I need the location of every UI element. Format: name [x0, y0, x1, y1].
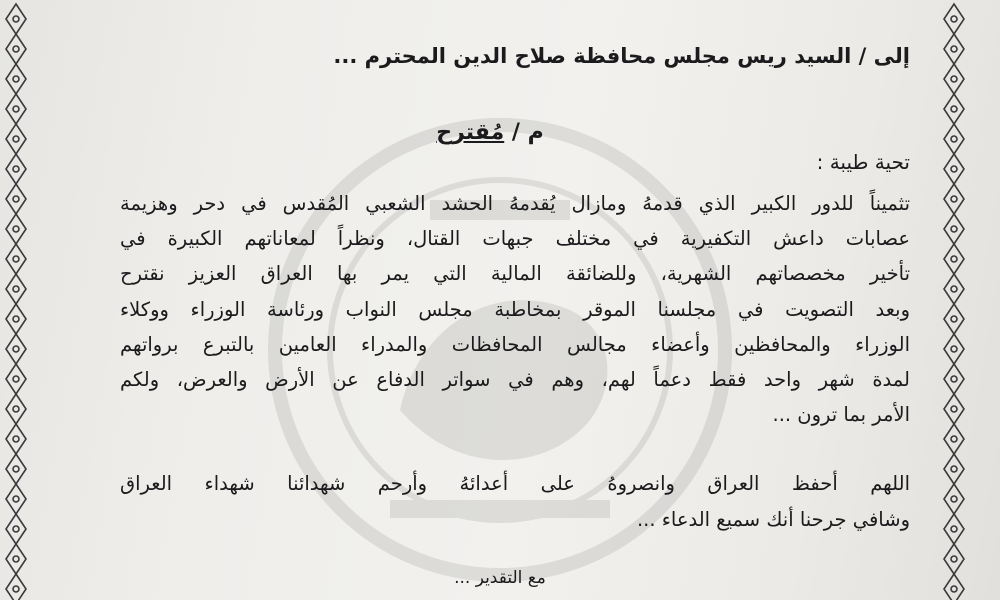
body-line: تثميناً للدور الكبير الذي قدمهُ ومازال يُقدمهُ الحشد الشعبي المُقدس في دحر وهزيمة	[120, 192, 910, 215]
addressee-line: إلى / السيد ريس مجلس محافظة صلاح الدين المحترم ...	[333, 44, 910, 68]
body-line: لمدة شهر واحد فقط دعماً لهم، وهم في سواتر الدفاع عن الأرض والعرض، ولكم	[120, 367, 910, 391]
body-line: عصابات داعش التكفيرية في مختلف جبهات القتال، ونظراً لمعاناتهم الكبيرة في	[120, 227, 910, 251]
body-line: وبعد التصويت في مجلسنا الموقر بمخاطبة مجلس النواب ورئاسة الوزراء ووكلاء	[120, 297, 910, 321]
body-line: الأمر بما ترون ...	[772, 403, 910, 427]
subject-text: مُقترح	[436, 120, 505, 145]
body-line: تأخير مخصصاتهم الشهرية، وللضائقة المالية التي يمر بها العراق العزيز نقترح	[120, 262, 910, 286]
body-line: الوزراء والمحافظين وأعضاء مجالس المحافظات والمدراء العامين بالتبرع برواتهم	[120, 332, 910, 356]
subject-line	[380, 120, 600, 145]
subject-prefix: م /	[511, 120, 544, 145]
decorative-border-right	[940, 0, 968, 600]
prayer-paragraph	[120, 466, 910, 538]
prayer-line: وشافي جرحنا أنك سميع الدعاء ...	[636, 508, 910, 531]
greeting-line: تحية طيبة :	[816, 150, 910, 174]
decorative-border-left	[2, 0, 30, 600]
letter-body	[120, 186, 910, 432]
closing-line: مع التقدير ...	[454, 568, 546, 588]
prayer-line: اللهم أحفظ العراق وانصروهُ على أعدائهُ وأرحم شهدائنا شهداء العراق	[120, 472, 910, 495]
